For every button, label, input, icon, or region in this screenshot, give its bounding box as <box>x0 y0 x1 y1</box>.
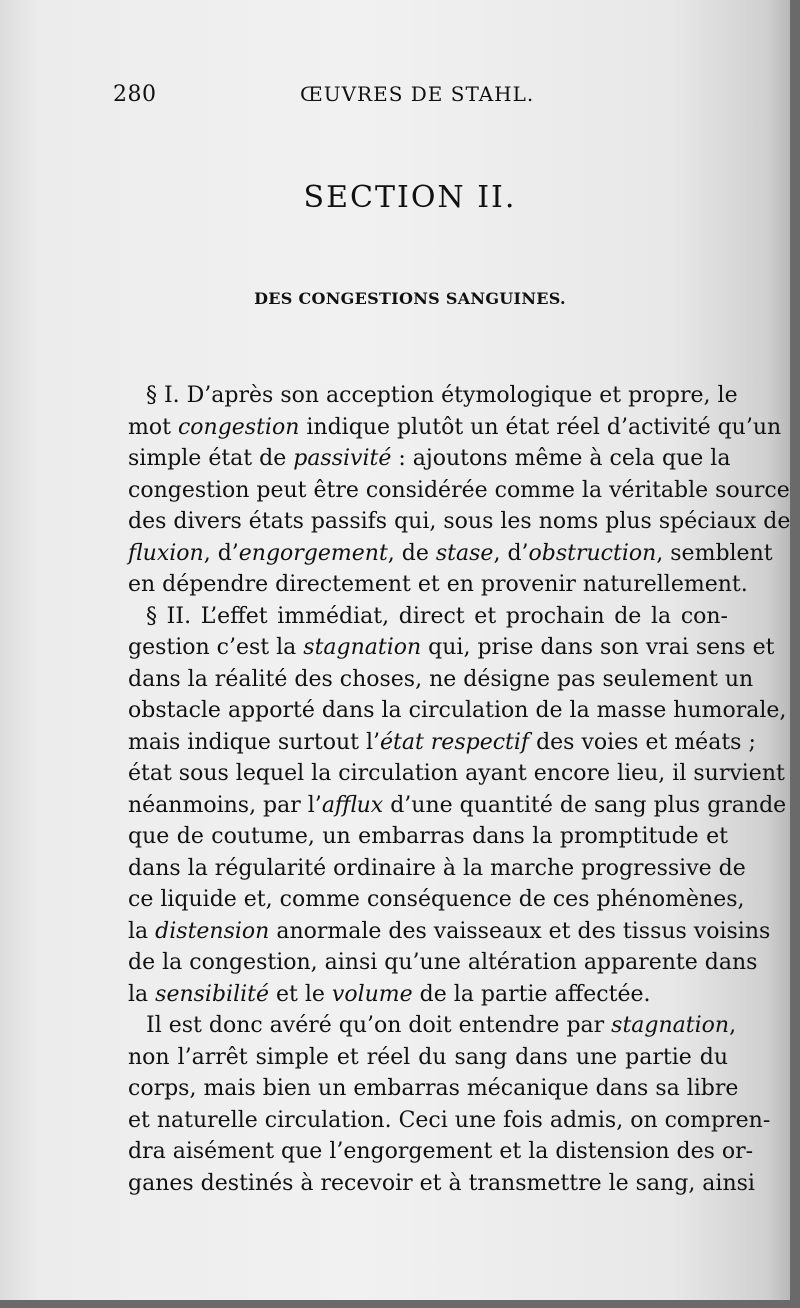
page-header <box>0 82 790 112</box>
text-line: en dépendre directement et en provenir naturellement. <box>128 572 748 597</box>
body-text <box>128 380 791 1199</box>
paragraph <box>128 1010 771 1199</box>
text-line: simple état de passivité : ajoutons même à cela que la <box>128 446 731 471</box>
text-line: congestion peut être considérée comme la véritable source <box>128 477 790 503</box>
text-line: § II. L’effet immédiat, direct et prochain de la con- <box>146 603 728 629</box>
text-line: gestion c’est la stagnation qui, prise dans son vrai sens et <box>128 635 775 660</box>
text-line: Il est donc avéré qu’on doit entendre par stagnation, <box>146 1013 737 1038</box>
text-line: mais indique surtout l’état respectif des voies et méats ; <box>128 729 756 755</box>
text-line: ce liquide et, comme conséquence de ces phénomènes, <box>128 887 745 912</box>
text-line: que de coutume, un embarras dans la promptitude et <box>128 824 728 849</box>
text-line: la sensibilité et le volume de la partie affectée. <box>128 981 651 1007</box>
text-line: néanmoins, par l’afflux d’une quantité de sang plus grande <box>128 792 787 818</box>
text-line: la distension anormale des vaisseaux et des tissus voisins <box>128 918 771 944</box>
text-line: obstacle apporté dans la circulation de la masse humorale, <box>128 698 787 723</box>
text-line: § I. D’après son acception étymologique et propre, le <box>146 383 738 408</box>
section-subtitle: DES CONGESTIONS SANGUINES. <box>254 289 566 308</box>
text-line: état sous lequel la circulation ayant encore lieu, il survient <box>128 761 785 786</box>
paragraph <box>128 380 791 601</box>
text-line: dans la réalité des choses, ne désigne pas seulement un <box>128 666 754 692</box>
text-line: fluxion, d’engorgement, de stase, d’obstruction, semblent <box>128 540 773 566</box>
text-line: et naturelle circulation. Ceci une fois admis, on compren- <box>128 1107 771 1133</box>
section-title: SECTION II. <box>303 180 517 215</box>
page-number: 280 <box>113 82 157 107</box>
text-line: non l’arrêt simple et réel du sang dans une partie du <box>128 1044 728 1070</box>
text-line: de la congestion, ainsi qu’une altération apparente dans <box>128 950 758 975</box>
paragraph <box>128 601 787 1011</box>
text-line: mot congestion indique plutôt un état réel d’activité qu’un <box>128 414 782 440</box>
text-line: dra aisément que l’engorgement et la distension des or- <box>128 1139 754 1164</box>
text-line: des divers états passifs qui, sous les noms plus spéciaux de <box>128 509 791 534</box>
text-line: dans la régularité ordinaire à la marche progressive de <box>128 855 746 881</box>
text-line: corps, mais bien un embarras mécanique dans sa libre <box>128 1076 739 1101</box>
running-title: ŒUVRES DE STAHL. <box>300 82 535 106</box>
text-line: ganes destinés à recevoir et à transmettre le sang, ainsi <box>128 1170 755 1196</box>
